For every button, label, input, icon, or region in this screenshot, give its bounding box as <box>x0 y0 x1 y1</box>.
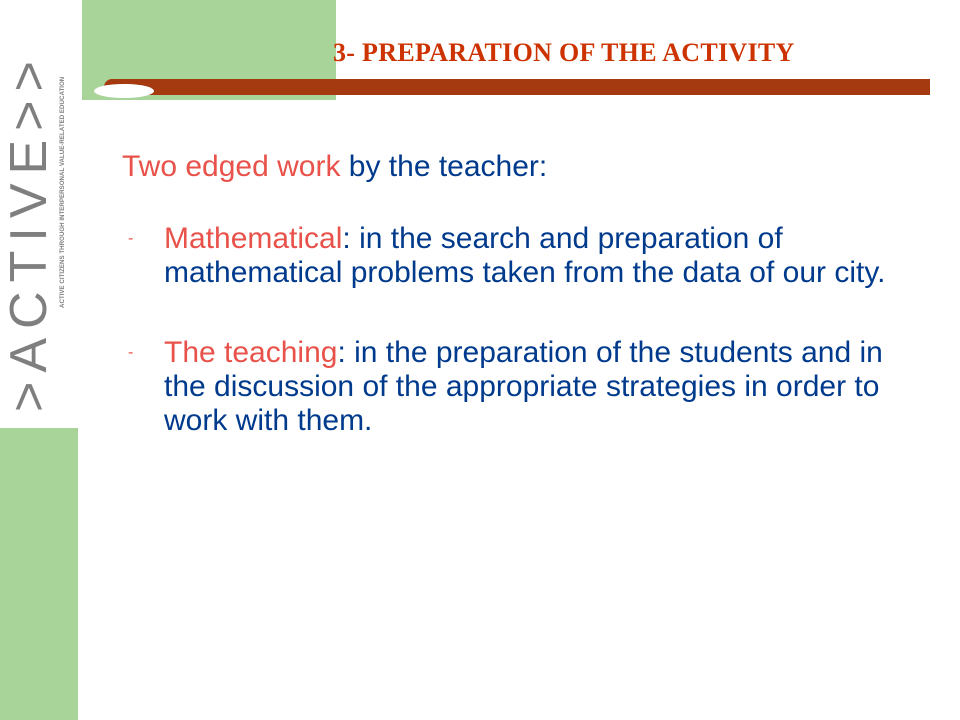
active-logo-name: >ACTIVE>> <box>0 52 58 412</box>
active-logo <box>0 0 80 428</box>
bullet-dash: - <box>128 230 134 247</box>
bullet-text: : in the search and preparation of mathematical problems taken from the data of our city. <box>164 222 886 289</box>
bullet-teaching <box>122 336 902 438</box>
intro-line <box>122 150 902 184</box>
intro-highlight: Two edged work <box>122 150 341 183</box>
green-sidebar-block <box>0 428 78 720</box>
active-logo-tagline: ACTIVE CITIZENS THROUGH INTERPERSONAL VALUE-RELATED EDUCATION <box>59 76 66 308</box>
intro-rest: by the teacher: <box>340 150 548 183</box>
slide-body <box>122 150 902 484</box>
bullet-mathematical <box>122 222 902 290</box>
bullet-dash: - <box>128 344 134 361</box>
title-underline-bar <box>104 79 930 95</box>
slide-title: 3- PREPARATION OF THE ACTIVITY <box>333 38 795 67</box>
bullet-label: Mathematical <box>164 222 343 255</box>
bullet-text: : in the preparation of the students and in the discussion of the appropriate strategies in order to work with them. <box>164 336 883 437</box>
bullet-label: The teaching <box>164 336 338 369</box>
